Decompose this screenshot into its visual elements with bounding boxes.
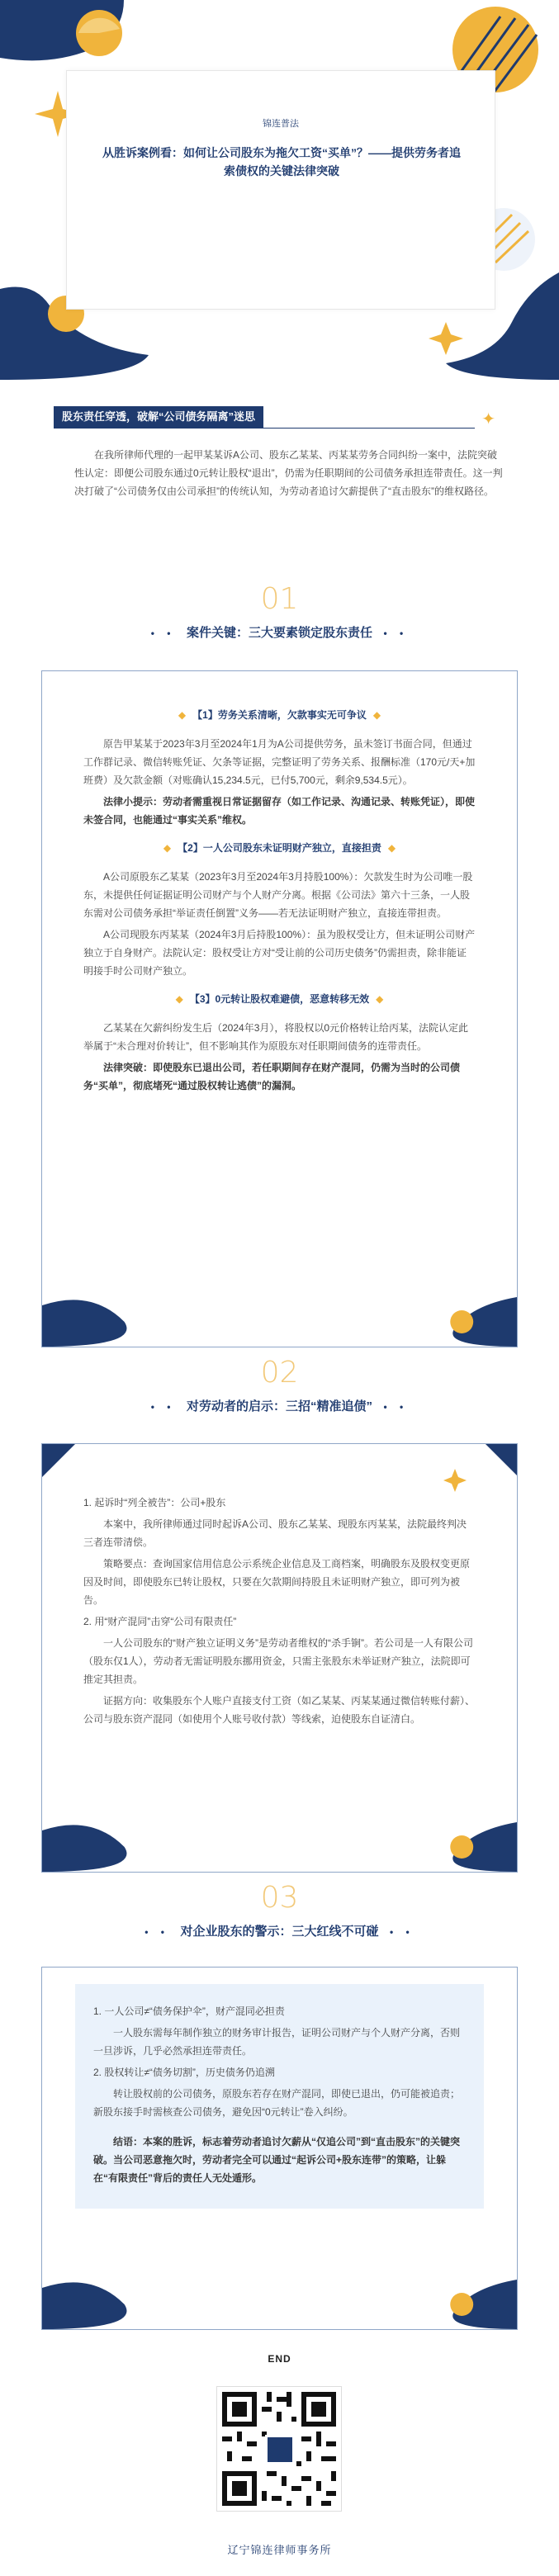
section1-heading	[0, 623, 559, 641]
dots-icon: • •	[381, 1926, 415, 1938]
section1-card	[41, 670, 518, 1347]
dots-icon: • •	[150, 627, 183, 639]
section2-heading	[0, 1397, 559, 1414]
qr-code[interactable]	[216, 2386, 342, 2512]
dots-icon: • •	[150, 1401, 183, 1413]
intro-paragraph: 在我所律师代理的一起甲某某诉A公司、股东乙某某、丙某某劳务合同纠纷一案中，法院突破性认定：即便公司股东通过0元转让股权“退出”，仍需为任职期间的公司债务承担连带责任。这一判决打破了“公司债务仅由公司承担”的传统认知，为劳动者追讨欠薪提供了“直击股东”的维权路径。	[74, 449, 503, 497]
section1-item2-para2: A公司现股东丙某某（2024年3月后持股100%）：虽为股权受让方，但未证明公司财产独立于自身财产。法院认定：股权受让方对“受让前的公司历史债务”仍需担责，除非能证明接手时公司财产独立。	[83, 929, 476, 977]
dots-icon: • •	[144, 1926, 178, 1938]
card-wave-decoration	[42, 1289, 517, 1347]
section3-para: 1. 一人公司≠“债务保护伞”，财产混同必担责	[93, 2005, 285, 2017]
sparkle-icon: ✦	[481, 410, 495, 429]
article-title: 从胜诉案例看：如何让公司股东为拖欠工资“买单”？——提供劳务者追索债权的关键法律突破	[102, 146, 461, 178]
section1-item2-para1: A公司原股东乙某某（2023年3月至2024年3月持股100%）：欠款发生时为公司唯一股东，未提供任何证据证明公司财产与个人财产分离。根据《公司法》第六十三条，一人股东需对公司债务承担“举证责任倒置”义务——若无法证明财产独立，直接连带担责。	[83, 871, 473, 919]
dots-icon: • •	[376, 1401, 409, 1413]
section2-para: 策略要点：查询国家信用信息公示系统企业信息及工商档案，明确股东及股权变更原因及时间，即使股东已转让股权，只要在欠款期间持股且未证明财产独立，即可列为被告。	[83, 1558, 471, 1606]
card-wave-decoration	[42, 1814, 517, 1872]
qr-logo-icon	[265, 2435, 295, 2465]
section3-para: 一人股东需每年制作独立的财务审计报告，证明公司财产与个人财产分离，否则一旦涉诉，几乎必然承担连带责任。	[93, 2027, 461, 2057]
section3-para: 转让股权前的公司债务，原股东若存在财产混同，即使已退出，仍可能被追责；新股东接手时需核查公司债务，避免因“0元转让”卷入纠纷。	[93, 2088, 461, 2118]
section1-item1-tip: 法律小提示：劳动者需重视日常证据留存（如工作记录、沟通记录、转账凭证），即使未签合同，也能通过“事实关系”维权。	[83, 796, 476, 826]
banner-divider	[54, 428, 475, 429]
section1-heading-text: 案件关键：三大要素锁定股东责任	[186, 626, 372, 640]
end-label: END	[268, 2353, 291, 2365]
section1-item3-para: 乙某某在欠薪纠纷发生后（2024年3月），将股权以0元价格转让给丙某，法院认定此举属于“未合理对价转让”，但不影响其作为原股东对任职期间债务的连带责任。	[83, 1022, 469, 1052]
section2-number: 02	[260, 1356, 299, 1390]
conclusion-paragraph: 结语：本案的胜诉，标志着劳动者追讨欠薪从“仅追公司”到“直击股东”的关键突破。当公司恶意拖欠时，劳动者完全可以通过“起诉公司+股东连带”的策略，让躲在“有限责任”背后的责任人无处遁形。	[93, 2136, 461, 2184]
section1-item3-title: ◆ 【3】0元转让股权难避债，恶意转移无效 ◆	[175, 993, 384, 1005]
section2-para: 证据方向：收集股东个人账户直接支付工资（如乙某某、丙某某通过微信转账付薪）、公司与股东资产混同（如使用个人账号收付款）等线索，迫使股东自证清白。	[83, 1695, 476, 1725]
dots-icon: • •	[376, 627, 409, 639]
section3-content-box	[75, 1984, 484, 2209]
law-firm-name: 辽宁锦连律师事务所	[227, 2544, 332, 2556]
card-wave-decoration	[42, 2271, 517, 2329]
header-card	[66, 70, 495, 310]
section3-heading-text: 对企业股东的警示：三大红线不可碰	[180, 1925, 379, 1939]
section1-number: 01	[260, 582, 299, 616]
section2-para: 1. 起诉时“列全被告”：公司+股东	[83, 1497, 226, 1508]
section1-item3-tip: 法律突破：即使股东已退出公司，若任职期间存在财产混同，仍需为当时的公司债务“买单”，彻底堵死“通过股权转让逃债”的漏洞。	[83, 1062, 461, 1091]
section2-para: 一人公司股东的“财产独立证明义务”是劳动者维权的“杀手锏”。若公司是一人有限公司（股东仅1人），劳动者无需证明股东挪用资金，只需主张股东未举证财产独立，法院即可推定其担责。	[83, 1637, 473, 1685]
section1-item1-title: ◆ 【1】劳务关系清晰，欠款事实无可争议 ◆	[178, 709, 381, 721]
section-banner	[54, 406, 495, 431]
section2-heading-text: 对劳动者的启示：三招“精准追债”	[186, 1399, 372, 1413]
section3-number: 03	[260, 1881, 299, 1915]
section1-item1-para: 原告甲某某于2023年3月至2024年1月为A公司提供劳务，虽未签订书面合同，但通过工作群记录、微信转账凭证、欠条等证据，完整证明了劳务关系、报酬标准（170元/天+加班费）及欠款金额（对账确认15,234.5元，已付5,700元，剩余9,534.5元）。	[83, 738, 476, 786]
header-tag: 锦连普法	[263, 119, 299, 129]
section1-item2-title: ◆ 【2】一人公司股东未证明财产独立，直接担责 ◆	[163, 842, 396, 854]
banner-label: 股东责任穿透，破解“公司债务隔离”迷思	[54, 406, 263, 428]
section3-heading	[0, 1922, 559, 1939]
section2-para: 2. 用“财产混同”击穿“公司有限责任”	[83, 1616, 237, 1627]
section3-card	[41, 1967, 518, 2330]
section2-card	[41, 1443, 518, 1873]
header-banner	[0, 0, 559, 380]
section2-para: 本案中，我所律师通过同时起诉A公司、股东乙某某、现股东丙某某，法院最终判决三者连带清偿。	[83, 1518, 467, 1548]
section3-para: 2. 股权转让≠“债务切割”，历史债务仍追溯	[93, 2067, 275, 2078]
